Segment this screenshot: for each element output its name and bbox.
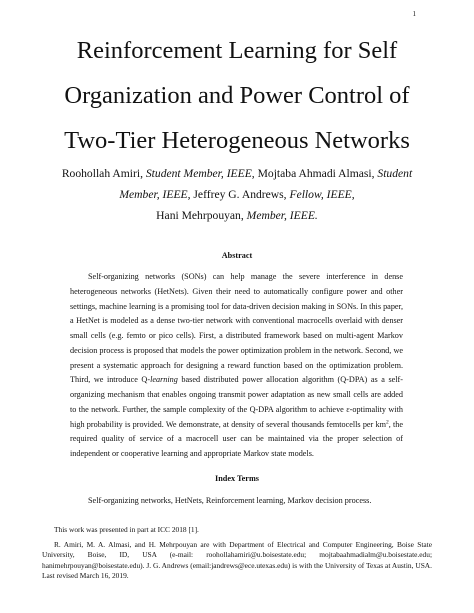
abstract-part-3: , the required quality of service of a macrocell user can be maintained via the proper selection of independent or cooperative learning and appropriate Markov state models. (70, 419, 403, 458)
footnote-affiliations: R. Amiri, M. A. Almasi, and H. Mehrpouyan are with Department of Electrical and Computer Engineering, Boise State University, Boise, ID, USA (e-mail: roohollahamiri@u.boisestate.edu; mojtabaahmadialm@u.boisestate.edu; hanimehrpouyan@boisestate.edu). J. G. Andrews (email:jandrews@ece.utexas.edu) is with the University of Texas at Austin, USA. Last revised March 16, 2019. (42, 539, 432, 581)
paper-title (0, 28, 474, 163)
author-2-name: Mojtaba Ahmadi Almasi, (254, 167, 378, 180)
author-4-role: Member, IEEE. (246, 209, 318, 222)
author-line-1 (0, 163, 474, 184)
author-3-name: Jeffrey G. Andrews, (190, 188, 290, 201)
title-line-3: Two-Tier Heterogeneous Networks (64, 127, 410, 154)
author-2-role-part2: Member, IEEE, (119, 188, 191, 201)
author-block (0, 163, 474, 226)
author-line-2 (0, 184, 474, 205)
abstract-part-1: Self-organizing networks (SONs) can help manage the severe interference in dense heterogeneous networks (HetNets). Given their need to automatically configure power and other settings, machine learning is a promising tool for data-driven decision making in SONs. In this paper, a HetNet is modeled as a dense two-tier network with conventional macrocells overlaid with denser small cells (e.g. femto or pico cells). First, a distributed framework based on multi-agent Markov decision process is proposed that models the power optimization problem in the network. Second, we present a systematic approach for designing a reward function based on the optimization problem. Third, we introduce Q- (70, 272, 403, 385)
footnote-presentation: This work was presented in part at ICC 2018 [1]. (54, 525, 199, 534)
author-3-role: Fellow, IEEE, (289, 188, 355, 201)
author-4-name: Hani Mehrpouyan, (156, 209, 247, 222)
page-number: 1 (412, 10, 416, 18)
abstract-italic-term: learning (150, 375, 178, 385)
author-1-name: Roohollah Amiri, (61, 167, 146, 180)
abstract-text (70, 270, 403, 462)
abstract-part-2: based distributed power allocation algorithm (Q-DPA) as a self-organizing mechanism that enables ongoing transmit power adaptation as new small cells are added to the network. Further, the sample complexity of the Q-DPA algorithm to achieve ε-optimality with high probability is provided. We demonstrate, at density of several thousands femtocells per km (70, 375, 403, 429)
author-line-3 (0, 205, 474, 226)
abstract-heading: Abstract (221, 251, 253, 260)
title-line-1: Reinforcement Learning for Self (76, 37, 398, 64)
abstract-superscript: 2 (385, 418, 389, 425)
author-2-role-part1: Student (377, 167, 413, 180)
index-terms-heading: Index Terms (215, 474, 259, 483)
footnotes (42, 525, 432, 586)
index-terms-text: Self-organizing networks, HetNets, Reinforcement learning, Markov decision process. (88, 496, 372, 505)
author-1-role: Student Member, IEEE, (145, 167, 255, 180)
title-line-2: Organization and Power Control of (64, 82, 410, 109)
